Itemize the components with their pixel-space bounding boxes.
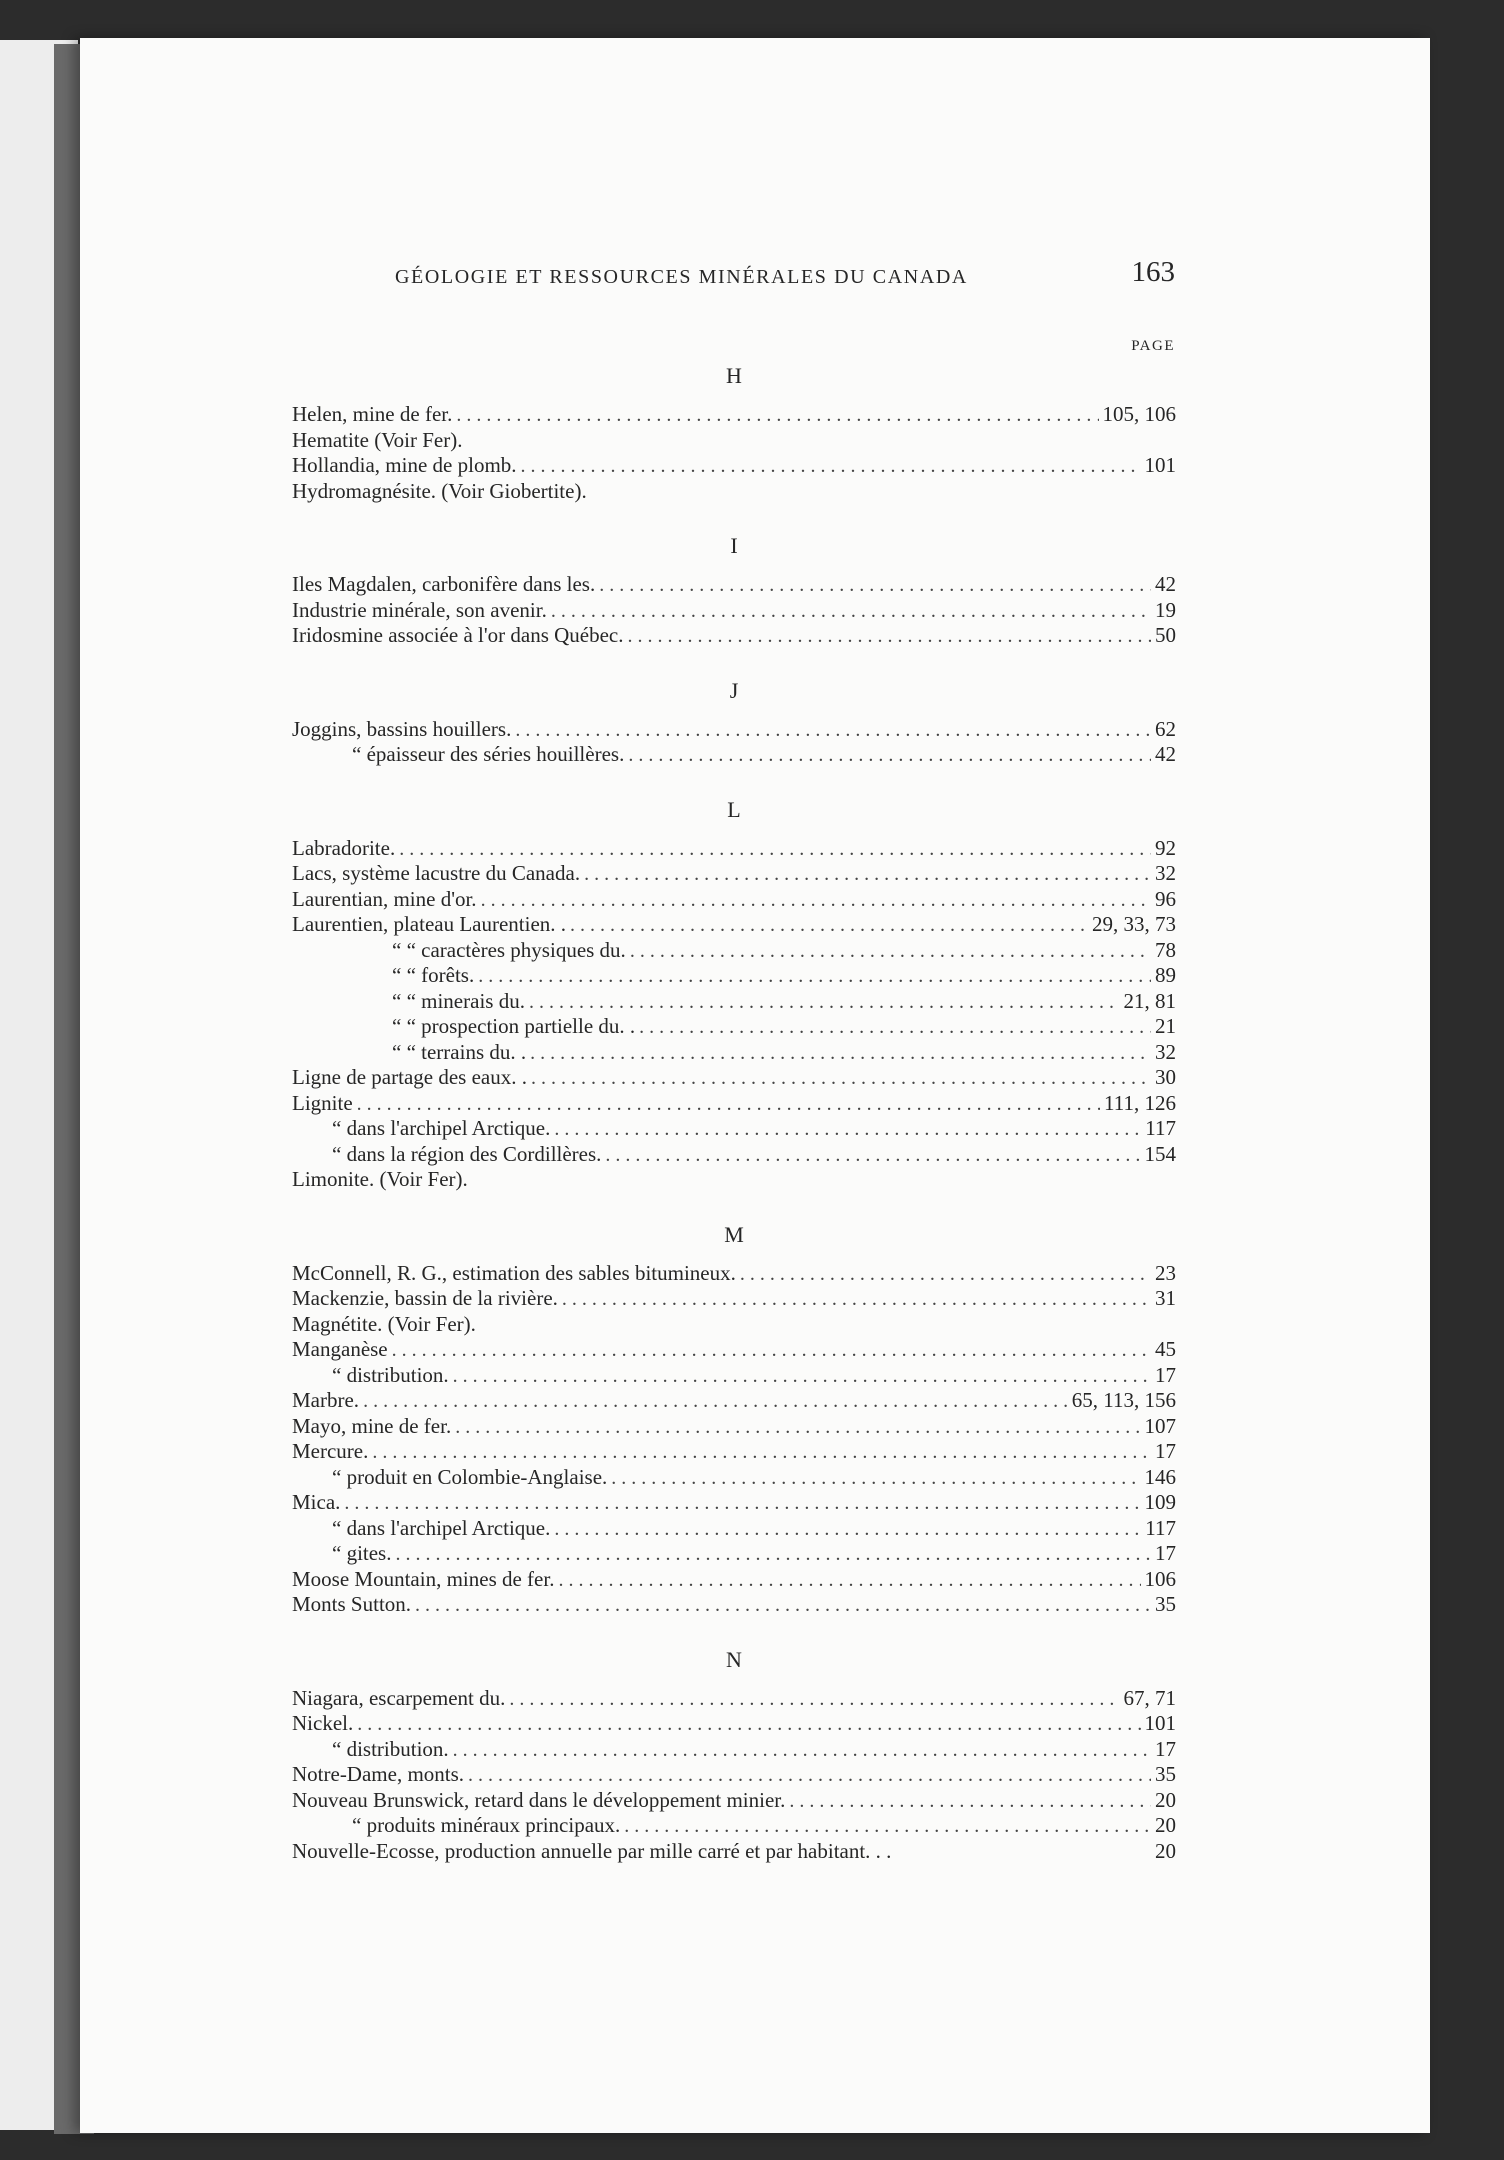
dot-leader	[363, 1389, 1068, 1415]
dot-leader	[789, 1789, 1151, 1815]
entry-text: Moose Mountain, mines de fer.	[292, 1566, 555, 1591]
entry-pages: 50	[1155, 623, 1176, 647]
dot-leader	[453, 1364, 1151, 1390]
index-entry	[292, 1363, 1176, 1389]
entry-pages: 117	[1145, 1515, 1176, 1540]
index-entry	[292, 1567, 1176, 1593]
dot-leader	[399, 837, 1151, 863]
dot-leader	[478, 964, 1151, 990]
dot-leader	[639, 1015, 1151, 1041]
entry-pages: 17	[1155, 1541, 1176, 1565]
dot-leader	[529, 990, 1120, 1016]
entry-text: Industrie minérale, son avenir.	[292, 597, 547, 622]
index-entry	[292, 402, 1176, 428]
index-entry	[292, 1167, 1176, 1193]
entry-text: Laurentien, plateau Laurentien. .	[292, 912, 567, 936]
index-entry	[292, 1541, 1176, 1567]
index-entry	[292, 989, 1176, 1015]
index-entry	[292, 1142, 1176, 1168]
entry-text: “ gites.	[332, 1541, 392, 1565]
dot-leader	[628, 743, 1151, 769]
entry-text: Manganèse	[292, 1337, 388, 1361]
index-section	[292, 1634, 1176, 1865]
entry-pages: 109	[1144, 1490, 1176, 1514]
index-section	[292, 665, 1176, 768]
section-letter: L	[727, 796, 741, 822]
dot-leader	[456, 403, 1098, 429]
entry-pages: 42	[1155, 572, 1176, 596]
entry-text: “ “ terrains du. .	[392, 1039, 527, 1064]
index-entry	[292, 1465, 1176, 1491]
entry-pages: 21	[1155, 1014, 1176, 1038]
index-entry	[292, 428, 1176, 454]
section-letter: M	[724, 1221, 744, 1247]
entry-pages: 146	[1144, 1464, 1176, 1489]
entry-pages: 21, 81	[1123, 988, 1176, 1013]
dot-leader	[509, 1687, 1119, 1713]
entry-text: Nickel.	[292, 1711, 354, 1735]
entry-text: “ produit en Colombie-Anglaise.	[332, 1464, 608, 1489]
entry-pages: 111, 126	[1104, 1090, 1176, 1115]
entry-text: Mackenzie, bassin de la rivière.	[292, 1286, 558, 1310]
entry-text: “ “ minerais du.	[392, 988, 525, 1013]
entry-text: “ distribution.	[332, 1736, 449, 1761]
dot-leader	[584, 862, 1151, 888]
entry-pages: 20	[1155, 1838, 1176, 1863]
index-entry	[292, 1414, 1176, 1440]
dot-leader	[455, 1415, 1140, 1441]
entry-text: Laurentian, mine d'or.	[292, 886, 477, 911]
entry-pages: 107	[1144, 1413, 1176, 1438]
running-head	[395, 256, 1175, 300]
entry-pages: 30	[1155, 1065, 1176, 1089]
index-entry	[292, 938, 1176, 964]
dot-leader	[372, 1440, 1151, 1466]
entry-pages: 29, 33, 73	[1092, 912, 1176, 936]
dot-leader	[515, 718, 1151, 744]
dot-leader	[558, 1568, 1140, 1594]
dot-leader	[624, 1814, 1151, 1840]
entry-text: “ dans l'archipel Arctique.	[332, 1116, 551, 1140]
index-entry	[292, 1813, 1176, 1839]
dot-leader	[628, 624, 1152, 650]
entry-pages: 154	[1144, 1141, 1176, 1166]
index-section	[292, 520, 1176, 649]
entry-text: “ “ caractères physiques du.	[392, 937, 626, 962]
entry-text: Ligne de partage des eaux. .	[292, 1065, 527, 1089]
page-number: 163	[1131, 256, 1175, 288]
entry-text: McConnell, R. G., estimation des sables bitumineux.	[292, 1260, 736, 1285]
dot-leader	[740, 1262, 1151, 1288]
entry-text: Helen, mine de fer.	[292, 402, 453, 426]
entry-pages: 101	[1144, 453, 1176, 477]
entry-text: Limonite. (Voir Fer).	[292, 1167, 468, 1191]
entry-text: Joggins, bassins houillers.	[292, 716, 512, 741]
index-entry	[292, 1737, 1176, 1763]
index-entry	[292, 479, 1176, 505]
index-entry	[292, 1388, 1176, 1414]
dot-leader	[530, 1041, 1151, 1067]
entry-pages: 20	[1155, 1813, 1176, 1837]
entry-text: Lignite	[292, 1090, 353, 1115]
index-entry	[292, 598, 1176, 624]
index-entry	[292, 963, 1176, 989]
index-entry	[292, 1516, 1176, 1542]
entry-text: Nouvelle-Ecosse, production annuelle par mille carré et par habitant. . .	[292, 1838, 892, 1863]
entry-text: Marbre.	[292, 1388, 360, 1412]
index-entry	[292, 1439, 1176, 1465]
page-column-label: PAGE	[1131, 338, 1175, 354]
index-entry	[292, 717, 1176, 743]
section-letter: H	[726, 363, 742, 388]
entry-pages: 96	[1155, 886, 1176, 911]
dot-leader	[357, 1092, 1100, 1118]
dot-leader	[531, 1066, 1151, 1092]
entry-pages: 20	[1155, 1787, 1176, 1812]
dot-leader	[453, 1738, 1151, 1764]
entry-text: “ épaisseur des séries houillères.	[352, 742, 625, 766]
entry-pages: 92	[1155, 835, 1176, 860]
index-entry	[292, 1592, 1176, 1618]
entry-text: Iles Magdalen, carbonifère dans les.	[292, 572, 596, 596]
dot-leader	[481, 888, 1151, 914]
index-entry	[292, 572, 1176, 598]
index-entry	[292, 1014, 1176, 1040]
entry-pages: 105, 106	[1102, 402, 1176, 426]
entry-text: Magnétite. (Voir Fer).	[292, 1311, 476, 1336]
section-letter: I	[730, 533, 738, 558]
dot-leader	[599, 573, 1151, 599]
entry-text: Niagara, escarpement du.	[292, 1685, 506, 1710]
index-entry	[292, 1116, 1176, 1142]
entry-text: “ dans la région des Cordillères.	[332, 1141, 602, 1166]
index-entry	[292, 453, 1176, 479]
entry-text: Monts Sutton.	[292, 1592, 412, 1616]
index-entry	[292, 836, 1176, 862]
dot-leader	[344, 1491, 1140, 1517]
index-section	[292, 350, 1176, 504]
entry-text: Labradorite.	[292, 835, 396, 860]
dot-leader	[521, 454, 1141, 480]
entry-pages: 19	[1155, 597, 1176, 622]
entry-pages: 17	[1155, 1736, 1176, 1761]
index-list	[292, 350, 1176, 1864]
dot-leader	[630, 939, 1151, 965]
index-entry	[292, 1490, 1176, 1516]
dot-leader	[357, 1712, 1140, 1738]
dot-leader	[570, 913, 1088, 939]
index-entry	[292, 742, 1176, 768]
index-entry	[292, 1312, 1176, 1338]
index-entry	[292, 623, 1176, 649]
entry-pages: 32	[1155, 1039, 1176, 1064]
entry-pages: 62	[1155, 716, 1176, 741]
entry-text: “ distribution.	[332, 1362, 449, 1387]
entry-text: “ dans l'archipel Arctique.	[332, 1515, 551, 1540]
entry-text: Mercure.	[292, 1439, 369, 1463]
entry-text: Mica.	[292, 1490, 341, 1514]
index-entry	[292, 1040, 1176, 1066]
dot-leader	[611, 1466, 1140, 1492]
dot-leader	[605, 1143, 1140, 1169]
entry-text: Hematite (Voir Fer).	[292, 427, 463, 452]
index-entry	[292, 1286, 1176, 1312]
index-entry	[292, 1788, 1176, 1814]
index-section	[292, 1209, 1176, 1618]
dot-leader	[415, 1593, 1151, 1619]
entry-text: “ “ prospection partielle du. .	[392, 1014, 636, 1038]
index-entry	[292, 1337, 1176, 1363]
index-entry	[292, 1261, 1176, 1287]
index-entry	[292, 1686, 1176, 1712]
entry-text: “ “ forêts.	[392, 963, 475, 987]
dot-leader	[468, 1763, 1151, 1789]
entry-pages: 67, 71	[1123, 1685, 1176, 1710]
entry-pages: 42	[1155, 742, 1176, 766]
entry-pages: 35	[1155, 1592, 1176, 1616]
entry-text: Hollandia, mine de plomb.	[292, 453, 517, 477]
entry-pages: 31	[1155, 1286, 1176, 1310]
entry-text: “ produits minéraux principaux.	[352, 1813, 621, 1837]
entry-pages: 106	[1144, 1566, 1176, 1591]
index-entry	[292, 912, 1176, 938]
entry-pages: 101	[1144, 1711, 1176, 1735]
section-letter: N	[726, 1646, 742, 1672]
entry-pages: 17	[1155, 1439, 1176, 1463]
index-entry	[292, 887, 1176, 913]
dot-leader	[562, 1287, 1151, 1313]
running-title: GÉOLOGIE ET RESSOURCES MINÉRALES DU CANADA	[395, 266, 968, 288]
dot-leader	[554, 1117, 1141, 1143]
entry-pages: 89	[1155, 963, 1176, 987]
entry-text: Nouveau Brunswick, retard dans le développement minier.	[292, 1787, 786, 1812]
section-letter: J	[729, 677, 739, 703]
index-entry	[292, 1065, 1176, 1091]
index-entry	[292, 1091, 1176, 1117]
entry-pages: 117	[1145, 1116, 1176, 1140]
index-entry	[292, 1762, 1176, 1788]
entry-text: Mayo, mine de fer.	[292, 1413, 452, 1438]
dot-leader	[395, 1542, 1151, 1568]
entry-text: Hydromagnésite. (Voir Giobertite).	[292, 478, 587, 503]
entry-pages: 17	[1155, 1362, 1176, 1387]
entry-pages: 45	[1155, 1337, 1176, 1361]
entry-text: Notre-Dame, monts.	[292, 1762, 465, 1786]
entry-pages: 65, 113, 156	[1071, 1388, 1176, 1412]
entry-text: Iridosmine associée à l'or dans Québec.	[292, 623, 624, 647]
dot-leader	[392, 1338, 1151, 1364]
entry-pages: 32	[1155, 861, 1176, 885]
dot-leader	[551, 599, 1151, 625]
entry-text: Lacs, système lacustre du Canada.	[292, 861, 581, 885]
entry-pages: 23	[1155, 1260, 1176, 1285]
entry-pages: 78	[1155, 937, 1176, 962]
index-entry	[292, 1711, 1176, 1737]
index-entry	[292, 1839, 1176, 1865]
entry-pages: 35	[1155, 1762, 1176, 1786]
index-section	[292, 784, 1176, 1193]
index-entry	[292, 861, 1176, 887]
dot-leader	[554, 1517, 1141, 1543]
